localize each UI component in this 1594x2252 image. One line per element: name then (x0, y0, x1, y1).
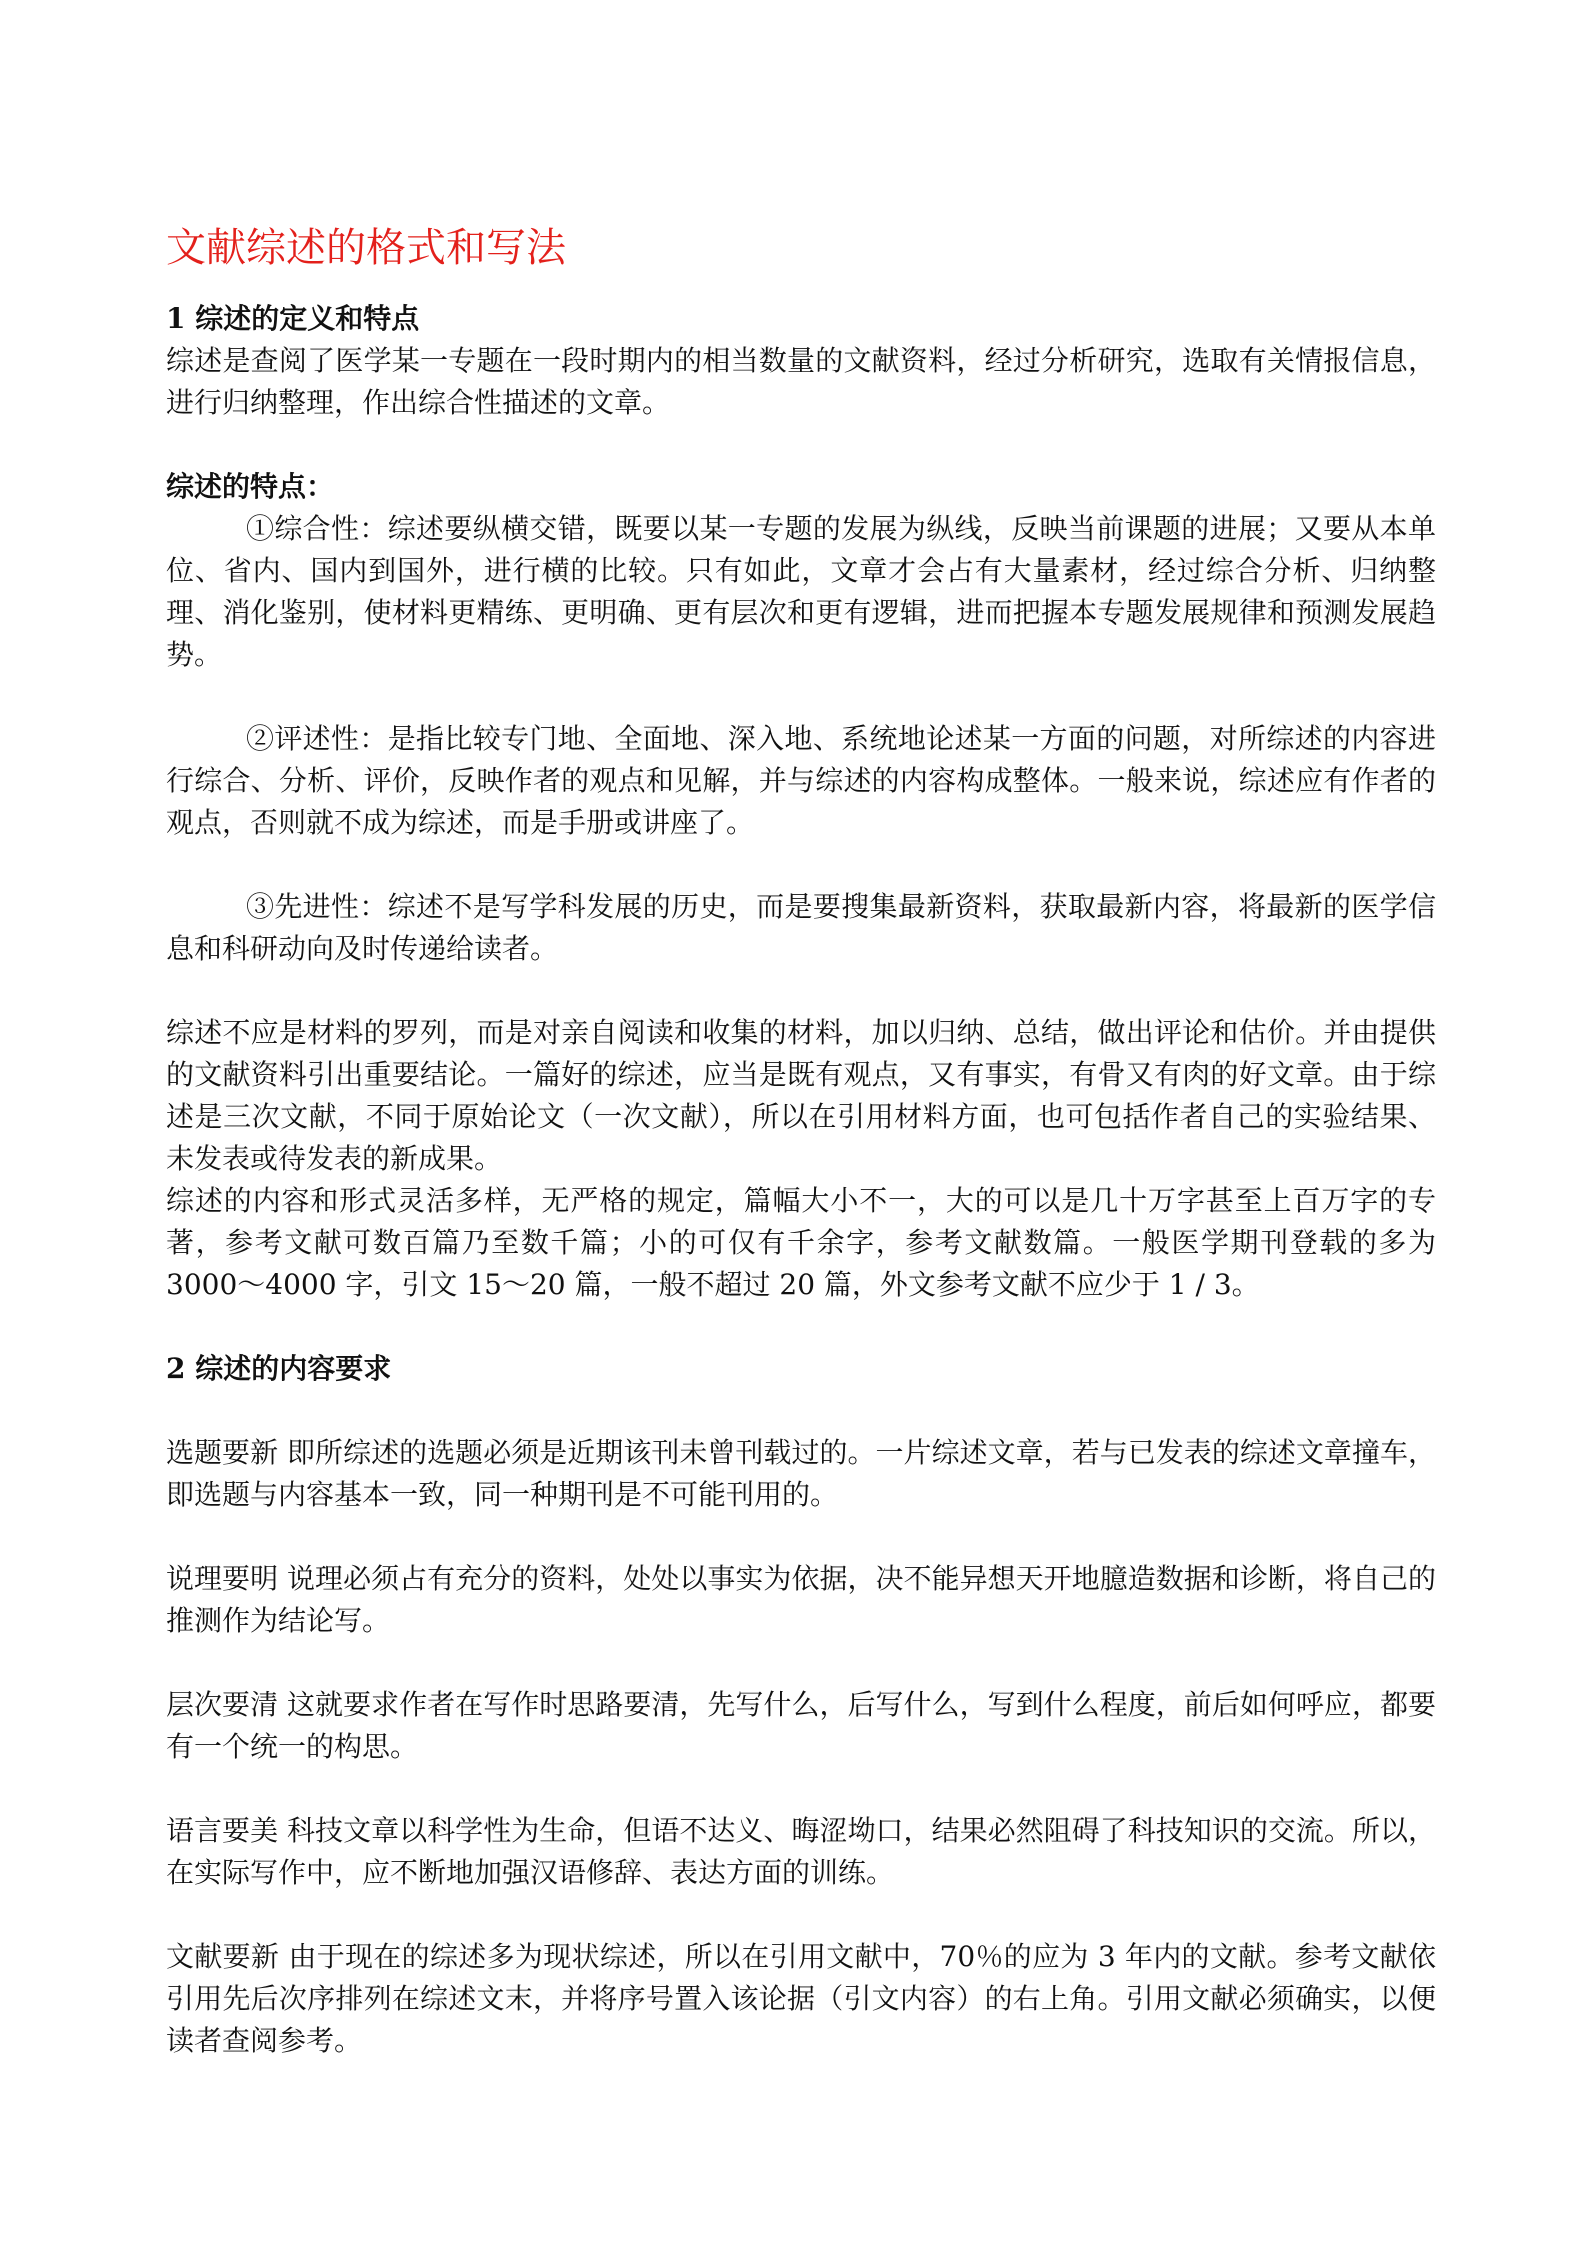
section-1-heading: 1 综述的定义和特点 (166, 302, 420, 335)
document-title: 文献综述的格式和写法 (166, 225, 566, 271)
requirement-new-topic: 选题要新 即所综述的选题必须是近期该刊未曾刊载过的。一片综述文章，若与已发表的综述文章撞车，即选题与内容基本一致，同一种期刊是不可能刊用的。 (166, 1436, 1436, 1511)
feature-evaluative: ②评述性：是指比较专门地、全面地、深入地、系统地论述某一方面的问题，对所综述的内容进行综合、分析、评价，反映作者的观点和见解，并与综述的内容构成整体。一般来说，综述应有作者的观点，否则就不成为综述，而是手册或讲座了。 (166, 722, 1436, 839)
feature-comprehensive: ①综合性：综述要纵横交错，既要以某一专题的发展为纵线，反映当前课题的进展；又要从本单位、省内、国内到国外，进行横的比较。只有如此，文章才会占有大量素材，经过综合分析、归纳整理、消化鉴别，使材料更精练、更明确、更有层次和更有逻辑，进而把握本专题发展规律和预测发展趋势。 (166, 512, 1436, 671)
nature-paragraph: 综述不应是材料的罗列，而是对亲自阅读和收集的材料，加以归纳、总结，做出评论和估价。并由提供的文献资料引出重要结论。一篇好的综述，应当是既有观点，又有事实，有骨又有肉的好文章。由于综述是三次文献，不同于原始论文（一次文献），所以在引用材料方面，也可包括作者自己的实验结果、未发表或待发表的新成果。 (166, 1016, 1436, 1175)
feature-advanced: ③先进性：综述不是写学科发展的历史，而是要搜集最新资料，获取最新内容，将最新的医学信息和科研动向及时传递给读者。 (166, 890, 1436, 965)
requirement-new-references: 文献要新 由于现在的综述多为现状综述，所以在引用文献中，70％的应为 3 年内的文献。参考文献依引用先后次序排列在综述文末，并将序号置入该论据（引文内容）的右上角。引用文献必须确实，以便读者查阅参考。 (166, 1940, 1436, 2057)
requirement-good-language: 语言要美 科技文章以科学性为生命，但语不达义、晦涩坳口，结果必然阻碍了科技知识的交流。所以，在实际写作中，应不断地加强汉语修辞、表达方面的训练。 (166, 1814, 1436, 1889)
requirement-clear-structure: 层次要清 这就要求作者在写作时思路要清，先写什么，后写什么，写到什么程度，前后如何呼应，都要有一个统一的构思。 (166, 1688, 1436, 1763)
section-2-heading: 2 综述的内容要求 (166, 1352, 392, 1385)
requirement-clear-reasoning: 说理要明 说理必须占有充分的资料，处处以事实为依据，决不能异想天开地臆造数据和诊断，将自己的推测作为结论写。 (166, 1562, 1436, 1637)
definition-paragraph: 综述是查阅了医学某一专题在一段时期内的相当数量的文献资料，经过分析研究，选取有关情报信息，进行归纳整理，作出综合性描述的文章。 (166, 344, 1436, 419)
features-heading: 综述的特点： (166, 470, 335, 503)
document-page (166, 220, 1436, 2062)
form-paragraph: 综述的内容和形式灵活多样，无严格的规定，篇幅大小不一，大的可以是几十万字甚至上百万字的专著，参考文献可数百篇乃至数千篇；小的可仅有千余字，参考文献数篇。一般医学期刊登载的多为 3000～4000 字，引文 15～20 篇，一般不超过 20 篇，外文参考文献不应少于 1 / 3。 (166, 1184, 1436, 1301)
